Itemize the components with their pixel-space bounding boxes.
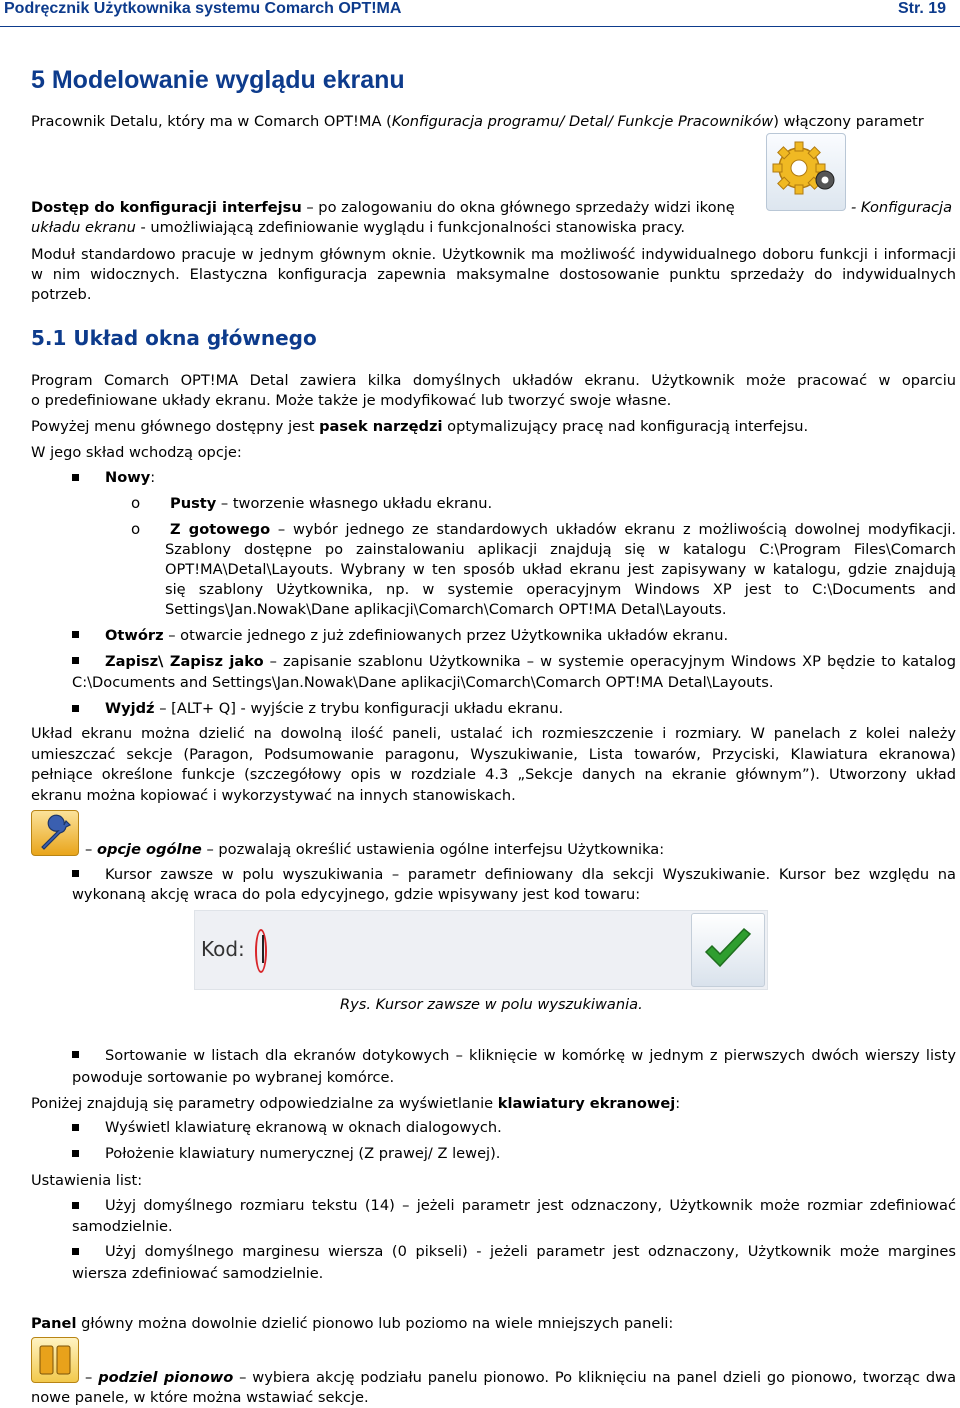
item-zgotowego-line4: się szablony Użytkownika, np. w systemie operacyjnym Windows XP jest to C:\Documents and [165, 581, 956, 598]
p1-line3: układu ekranu - umożliwiającą zdefiniowanie wyglądu i funkcjonalności stanowiska pracy. [31, 219, 685, 236]
p3-line1: Program Comarch OPT!MA Detal zawiera kilka domyślnych układów ekranu. Użytkownik może pracować w oparciu [31, 372, 956, 389]
bullet-icon [72, 1150, 79, 1157]
item-zgotowego-line5: Settings\Jan.Nowak\Dane aplikacji\Comarch\Comarch OPT!MA Detal\Layouts. [165, 601, 727, 618]
bullet-icon [72, 705, 79, 712]
kod-label: Kod: [201, 937, 245, 961]
page-title: 5 Modelowanie wyglądu ekranu [31, 66, 405, 94]
wrench-icon[interactable] [31, 810, 79, 856]
item-nowy: Nowy: [105, 469, 156, 486]
cursor-highlight [255, 929, 267, 973]
p2-line3: potrzeb. [31, 286, 92, 303]
confirm-check-button[interactable] [691, 913, 765, 987]
p1-line2-after: - Konfiguracja [851, 199, 953, 216]
bullet-icon [72, 1202, 79, 1209]
uzyj2-line2: wiersza zdefiniować samodzielnie. [72, 1265, 324, 1282]
kursor-line1: Kursor zawsze w polu wyszukiwania – parametr definiowany dla sekcji Wyszukiwanie. Kursor bez względu na [105, 866, 956, 883]
podziel-line1: – podziel pionowo – wybiera akcję podziału panelu pionowo. Po kliknięciu na panel dzieli go pionowo, tworząc dwa [85, 1369, 957, 1386]
bullet-icon [72, 1124, 79, 1131]
podziel-line2: nowe panele, w które można wstawiać sekcje. [31, 1389, 369, 1406]
p1-line1: Pracownik Detalu, który ma w Comarch OPT!MA (Konfiguracja programu/ Detal/ Funkcje Pracowników) włączony parametr [31, 113, 924, 130]
item-polozenie: Położenie klawiatury numerycznej (Z prawej/ Z lewej). [105, 1145, 501, 1162]
opcje-ogolne: – opcje ogólne – pozwalają określić ustawienia ogólne interfejsu Użytkownika: [85, 841, 665, 858]
p6-line1: Układ ekranu można dzielić na dowolną ilość paneli, ustalać ich rozmieszczenie i rozmiary. W panelach z kolei należy [31, 725, 956, 742]
p2-line1: Moduł standardowo pracuje w jednym głównym oknie. Użytkownik ma możliwość indywidualnego doboru funkcji i informacji [31, 246, 956, 263]
item-zapisz-line1: Zapisz\ Zapisz jako – zapisanie szablonu Użytkownika – w systemie operacyjnym Windows XP będzie to katalog [105, 653, 956, 670]
p6-line3: pełniące określone funkcje (szczegółowy opis w rozdziale 4.3 „Sekcje danych na ekranie głównym”). Utworzony układ [31, 766, 956, 783]
item-otworz: Otwórz – otwarcie jednego z już zdefiniowanych przez Użytkownika układów ekranu. [105, 627, 729, 644]
kod-search-figure [194, 910, 768, 990]
bullet-icon [72, 474, 79, 481]
sort-line1: Sortowanie w listach dla ekranów dotykowych – kliknięcie w komórkę w jednym z pierwszych dwóch wierszy listy [105, 1047, 956, 1064]
p5: W jego skład wchodzą opcje: [31, 444, 242, 461]
p7: Poniżej znajdują się parametry odpowiedzialne za wyświetlanie klawiatury ekranowej: [31, 1095, 681, 1112]
bullet-icon [72, 657, 79, 664]
checkmark-icon [692, 914, 764, 986]
header-divider [0, 26, 960, 27]
ustawienia-list: Ustawienia list: [31, 1172, 143, 1189]
p2-line2: w nim widocznych. Elastyczna konfiguracja zapewnia maksymalne dostosowanie punktu sprzedaży do indywidualnych [31, 266, 956, 283]
p6-line4: ekranu można kopiować i wykorzystywać na innych stanowiskach. [31, 787, 516, 804]
page-number: Str. 19 [897, 0, 946, 17]
sub-bullet-icon: o [131, 494, 141, 512]
gear-config-icon[interactable] [766, 133, 846, 211]
kursor-line2: wykonaną akcję wraca do pola edycyjnego, gdzie wpisywany jest kod towaru: [72, 886, 641, 903]
page-header [0, 0, 960, 26]
bullet-icon [72, 631, 79, 638]
item-wyswietl: Wyświetl klawiaturę ekranową w oknach dialogowych. [105, 1119, 502, 1136]
p4: Powyżej menu głównego dostępny jest pasek narzędzi optymalizujący pracę nad konfiguracją interfejsu. [31, 418, 809, 435]
item-zgotowego-line2: Szablony dostępne po zainstalowaniu aplikacji znajdują się w katalogu C:\Program Files\Comarch [165, 541, 956, 558]
item-pusty: Pusty – tworzenie własnego układu ekranu. [170, 495, 493, 512]
bullet-icon [72, 870, 79, 877]
split-vertical-icon[interactable] [31, 1337, 79, 1383]
bullet-icon [72, 1248, 79, 1255]
item-wyjdz: Wyjdź – [ALT+ Q] - wyjście z trybu konfiguracji układu ekranu. [105, 700, 564, 717]
section-title: 5.1 Układ okna głównego [31, 326, 317, 350]
item-zgotowego-line3: OPT!MA\Detal\Layouts. Wybrany w ten sposób układ ekranu jest zapisywany w katalogu, gdzie znajdują [165, 561, 956, 578]
figure-caption: Rys. Kursor zawsze w polu wyszukiwania. [340, 996, 643, 1013]
p6-line2: umieszczać sekcje (Paragon, Podsumowanie paragonu, Wyszukiwanie, Lista towarów, Przyciski, Klawiatura ekranowa) [31, 746, 956, 763]
uzyj1-line2: samodzielnie. [72, 1218, 173, 1235]
uzyj1-line1: Użyj domyślnego rozmiaru tekstu (14) – jeżeli parametr jest odznaczony, Użytkownik może rozmiar zdefiniować [105, 1197, 956, 1214]
p3-line2: o predefiniowane układy ekranu. Może także je modyfikować lub tworzyć swoje własne. [31, 392, 672, 409]
text-caret [262, 935, 264, 963]
p1-line2: Dostęp do konfiguracji interfejsu – po zalogowaniu do okna głównego sprzedaży widzi ikonę [31, 199, 735, 216]
item-zgotowego-line1: Z gotowego – wybór jednego ze standardowych układów ekranu z możliwością dowolnej modyfikacji. [170, 521, 956, 538]
panel-paragraph: Panel główny można dowolnie dzielić pionowo lub poziomo na wiele mniejszych paneli: [31, 1315, 674, 1332]
header-title: Podręcznik Użytkownika systemu Comarch OPT!MA [4, 0, 402, 17]
sub-bullet-icon: o [131, 520, 141, 538]
bullet-icon [72, 1051, 79, 1058]
uzyj2-line1: Użyj domyślnego marginesu wiersza (0 pikseli) - jeżeli parametr jest odznaczony, Użytkownik może margines [105, 1243, 956, 1260]
item-zapisz-line2: C:\Documents and Settings\Jan.Nowak\Dane aplikacji\Comarch\Comarch OPT!MA Detal\Layouts. [72, 674, 774, 691]
sort-line2: powoduje sortowanie po wybranej komórce. [72, 1069, 395, 1086]
